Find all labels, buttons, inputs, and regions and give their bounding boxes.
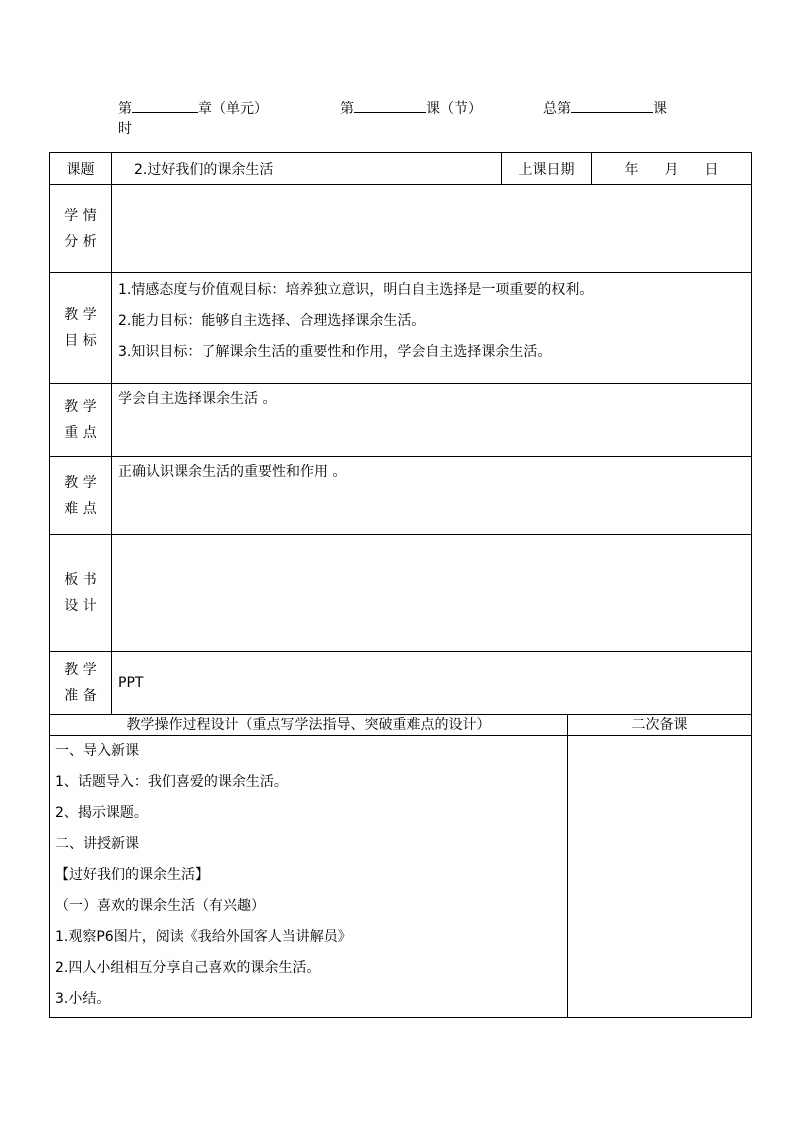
board-content <box>112 535 752 652</box>
header-wrap-char: 时 <box>118 121 132 137</box>
date-year: 年 <box>624 161 639 178</box>
lesson-blank[interactable] <box>354 96 426 113</box>
process-line: 【过好我们的课余生活】 <box>55 867 209 883</box>
board-label <box>50 535 112 652</box>
process-line: 1、话题导入：我们喜爱的课余生活。 <box>55 774 288 790</box>
lesson-suffix: 课（节） <box>426 101 482 117</box>
process-content <box>50 736 568 1018</box>
chapter-blank[interactable] <box>132 96 198 113</box>
chapter-suffix: 章（单元） <box>198 101 268 117</box>
lesson-field <box>340 96 482 120</box>
lesson-plan-table <box>49 152 752 1018</box>
prep-label <box>50 652 112 715</box>
chapter-prefix: 第 <box>118 101 132 117</box>
goals-label <box>50 273 112 384</box>
process-line: （一）喜欢的课余生活（有兴趣） <box>55 898 265 914</box>
prep-label-b: 准 备 <box>64 688 97 704</box>
board-label-b: 设 计 <box>64 598 97 614</box>
process-line: 1.观察P6图片，阅读《我给外国客人当讲解员》 <box>55 929 352 945</box>
process-line: 二、讲授新课 <box>55 836 139 852</box>
key-points-label-b: 重 点 <box>64 425 97 441</box>
date-label: 上课日期 <box>502 153 592 185</box>
goals-label-a: 教 学 <box>64 307 97 323</box>
analysis-label-a: 学 情 <box>64 207 97 224</box>
analysis-label-b: 分 析 <box>64 233 97 250</box>
key-points-label-a: 教 学 <box>64 399 97 415</box>
topic-row <box>50 153 752 185</box>
key-points-content: 学会自主选择课余生活 。 <box>112 384 752 457</box>
goals-label-b: 目 标 <box>64 333 97 349</box>
topic-label: 课题 <box>50 153 112 185</box>
analysis-label <box>50 185 112 273</box>
goals-content <box>112 273 752 384</box>
prep-label-a: 教 学 <box>64 662 97 678</box>
goal-item: 3.知识目标：了解课余生活的重要性和作用，学会自主选择课余生活。 <box>118 344 552 360</box>
process-line: 2.四人小组相互分享自己喜欢的课余生活。 <box>55 960 321 976</box>
lesson-prefix: 第 <box>340 101 354 117</box>
process-header: 教学操作过程设计（重点写学法指导、突破重难点的设计） <box>50 715 568 736</box>
difficulties-content: 正确认识课余生活的重要性和作用 。 <box>112 457 752 535</box>
chapter-field <box>118 96 268 120</box>
total-blank[interactable] <box>571 96 653 113</box>
date-month: 月 <box>664 161 679 178</box>
difficulties-label-b: 难 点 <box>64 500 97 517</box>
secondary-prep-header: 二次备课 <box>568 715 752 736</box>
process-line: 3.小结。 <box>55 991 111 1007</box>
key-points-label <box>50 384 112 457</box>
key-points-row <box>50 384 752 457</box>
difficulties-label-a: 教 学 <box>64 474 97 491</box>
prep-row <box>50 652 752 715</box>
process-line: 2、揭示课题。 <box>55 805 148 821</box>
secondary-prep-content <box>568 736 752 1018</box>
date-value <box>592 153 752 185</box>
analysis-row <box>50 185 752 273</box>
process-body-row <box>50 736 752 1018</box>
board-label-a: 板 书 <box>64 572 97 588</box>
total-field <box>543 96 667 120</box>
prep-content: PPT <box>112 652 752 715</box>
total-suffix: 课 <box>653 101 667 117</box>
difficulties-label <box>50 457 112 535</box>
board-row <box>50 535 752 652</box>
lesson-header <box>118 96 698 140</box>
process-header-row <box>50 715 752 736</box>
date-day: 日 <box>704 161 719 178</box>
goal-item: 2.能力目标：能够自主选择、合理选择课余生活。 <box>118 313 426 329</box>
process-line: 一、导入新课 <box>55 743 139 759</box>
difficulties-row <box>50 457 752 535</box>
analysis-content <box>112 185 752 273</box>
topic-value: 2.过好我们的课余生活 <box>112 153 502 185</box>
total-prefix: 总第 <box>543 101 571 117</box>
goals-row <box>50 273 752 384</box>
goal-item: 1.情感态度与价值观目标：培养独立意识，明白自主选择是一项重要的权利。 <box>118 282 594 298</box>
